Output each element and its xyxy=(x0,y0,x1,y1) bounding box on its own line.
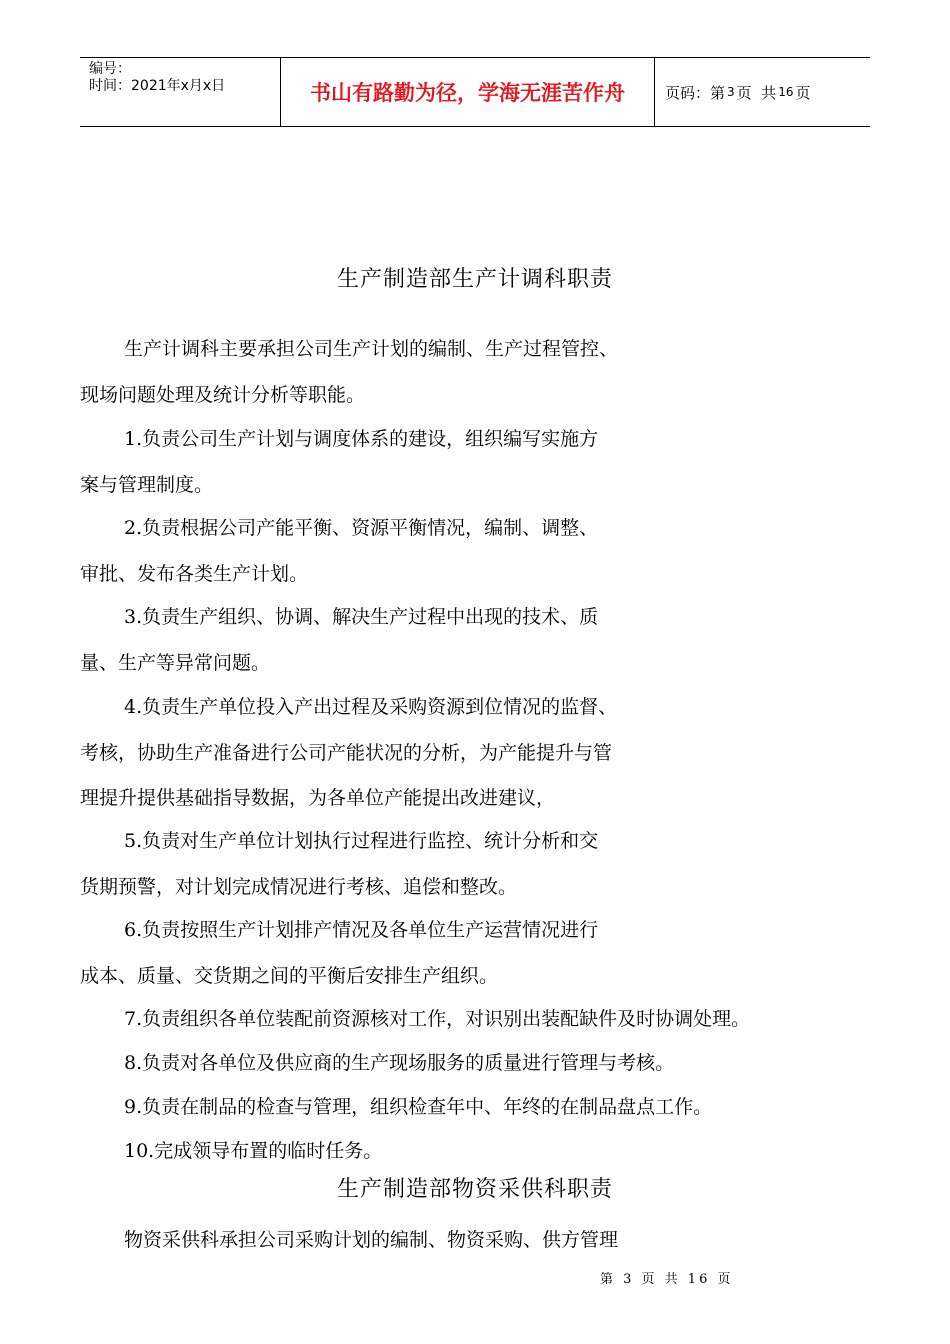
paragraph-line: 理提升提供基础指导数据，为各单位产能提出改进建议， xyxy=(80,787,556,809)
page-mid: 页 共 xyxy=(736,83,777,102)
paragraph-line: 8.负责对各单位及供应商的生产现场服务的质量进行管理与考核。 xyxy=(124,1052,675,1074)
paragraph-line: 成本、质量、交货期之间的平衡后安排生产组织。 xyxy=(80,964,499,987)
page-total: 16 xyxy=(778,85,794,99)
page-header xyxy=(80,57,870,127)
paragraph-item-1 xyxy=(80,417,880,508)
paragraph-item-2 xyxy=(80,506,880,597)
paragraph-line: 生产计调科主要承担公司生产计划的编制、生产过程管控、 xyxy=(124,338,619,360)
serial-label: 编号： xyxy=(89,61,131,77)
paragraph-line: 6.负责按照生产计划排产情况及各单位生产运营情况进行 xyxy=(124,919,599,941)
paragraph-line: 4.负责生产单位投入产出过程及采购资源到位情况的监督、 xyxy=(124,696,618,718)
paragraph-line: 物资采供科承担公司采购计划的编制、物资采购、供方管理 xyxy=(124,1229,619,1251)
paragraph-item-5 xyxy=(80,819,880,910)
paragraph-item-7 xyxy=(80,997,880,1043)
page-prefix: 页码：第 xyxy=(665,83,726,102)
paragraph-line: 9.负责在制品的检查与管理，组织检查年中、年终的在制品盘点工作。 xyxy=(124,1096,713,1118)
paragraph-line: 审批、发布各类生产计划。 xyxy=(80,562,309,585)
header-motto: 书山有路勤为径，学海无涯苦作舟 xyxy=(281,58,655,126)
paragraph-procurement-intro xyxy=(80,1218,880,1264)
paragraph-item-6 xyxy=(80,908,880,999)
paragraph-item-4 xyxy=(80,685,880,822)
section-title-planning: 生产制造部生产计调科职责 xyxy=(336,267,613,292)
time-label: 时间：2021年x月x日 xyxy=(89,78,226,94)
paragraph-line: 2.负责根据公司产能平衡、资源平衡情况，编制、调整、 xyxy=(124,517,599,539)
paragraph-line: 现场问题处理及统计分析等职能。 xyxy=(80,383,366,406)
paragraph-line: 1.负责公司生产计划与调度体系的建设，组织编写实施方 xyxy=(124,428,599,450)
paragraph-line: 案与管理制度。 xyxy=(80,473,214,496)
page-footer: 第 3 页 共 16 页 xyxy=(600,1272,734,1287)
section-title-procurement: 生产制造部物资采供科职责 xyxy=(336,1177,613,1202)
paragraph-item-9 xyxy=(80,1085,880,1131)
paragraph-line: 3.负责生产组织、协调、解决生产过程中出现的技术、质 xyxy=(124,606,599,628)
header-meta xyxy=(80,58,281,126)
paragraph-item-8 xyxy=(80,1041,880,1087)
paragraph-line: 5.负责对生产单位计划执行过程进行监控、统计分析和交 xyxy=(124,830,599,852)
paragraph-line: 7.负责组织各单位装配前资源核对工作，对识别出装配缺件及时协调处理。 xyxy=(124,1008,751,1030)
paragraph-line: 量、生产等异常问题。 xyxy=(80,651,271,674)
header-page-info xyxy=(655,58,870,126)
paragraph-item-3 xyxy=(80,595,880,686)
paragraph-line: 考核，协助生产准备进行公司产能状况的分析，为产能提升与管 xyxy=(80,741,613,764)
page-suffix: 页 xyxy=(795,83,811,102)
page-number: 3 xyxy=(727,85,735,99)
paragraph-line: 10.完成领导布置的临时任务。 xyxy=(124,1140,383,1162)
paragraph-item-10 xyxy=(80,1129,880,1175)
paragraph-intro xyxy=(80,327,880,418)
paragraph-line: 货期预警，对计划完成情况进行考核、追偿和整改。 xyxy=(80,875,518,898)
